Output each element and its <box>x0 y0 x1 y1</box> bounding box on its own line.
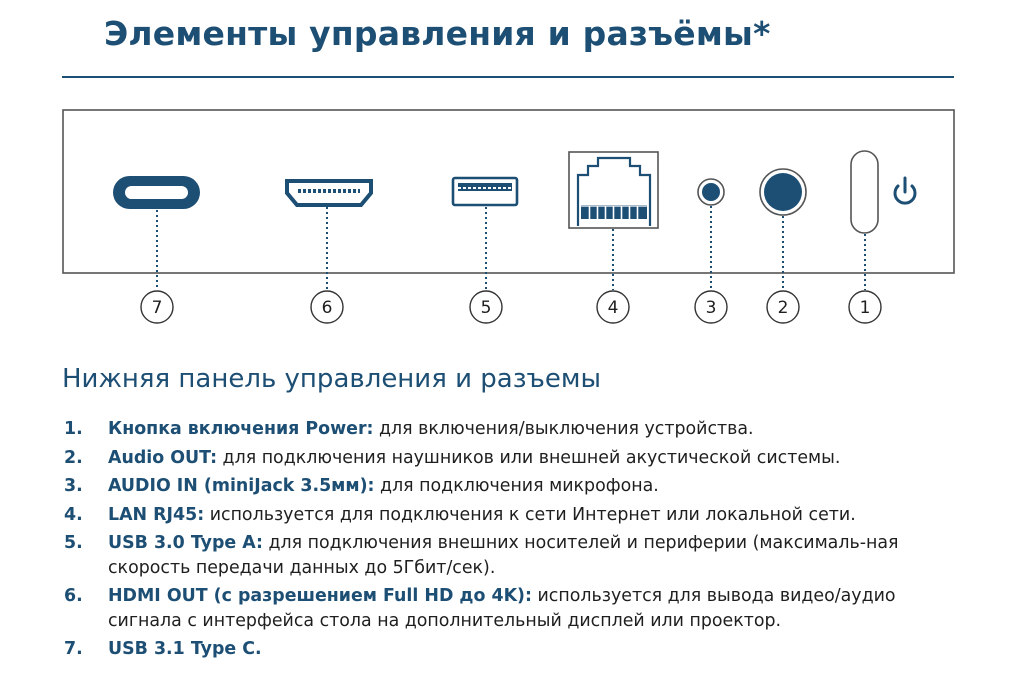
section-title: Нижняя панель управления и разъемы <box>62 364 602 394</box>
item-number: 7. <box>64 639 83 659</box>
item-number: 2. <box>64 447 83 468</box>
list-item <box>64 503 958 528</box>
callout-number-1: 1 <box>859 298 871 318</box>
item-number: 1. <box>64 419 83 439</box>
item-description: для подключения наушников или внешней акустической системы. <box>217 447 841 468</box>
item-name: USB 3.1 Type C. <box>108 639 262 659</box>
page-title: Элементы управления и разъёмы* <box>104 14 771 53</box>
item-name: LAN RJ45: <box>108 504 205 525</box>
hdmi-port-icon <box>287 181 371 205</box>
callout-number-4: 4 <box>607 298 619 318</box>
item-description: используется для вывода видео/аудио сигнала с интерфейса стола на дополнительный дисплей или проектор. <box>108 586 896 631</box>
callout-number-5: 5 <box>480 298 492 318</box>
power-symbol-icon <box>895 178 915 203</box>
callout-number-2: 2 <box>777 298 789 318</box>
item-name: Кнопка включения Power: <box>108 419 374 439</box>
list-item <box>64 637 958 662</box>
usb-a-port-icon <box>453 178 517 205</box>
item-number: 4. <box>64 504 83 525</box>
item-name: USB 3.0 Type A: <box>108 533 263 553</box>
list-item <box>64 474 958 499</box>
item-number: 5. <box>64 533 83 553</box>
callout-number-7: 7 <box>151 298 163 318</box>
item-description: используется для подключения к сети Интернет или локальной сети. <box>204 504 856 525</box>
usb-c-port-icon <box>113 176 200 209</box>
item-number: 6. <box>64 586 83 606</box>
item-number: 3. <box>64 476 83 496</box>
item-name: HDMI OUT (с разрешением Full HD до 4K): <box>108 586 532 606</box>
item-name: Audio OUT: <box>108 447 218 468</box>
callout-number-3: 3 <box>705 298 717 318</box>
list-item <box>64 584 958 633</box>
item-description: для подключения внешних носителей и периферии (максималь-ная скорость передачи данных до 5Гбит/сек). <box>108 533 899 578</box>
audio-in-jack-icon <box>698 179 724 205</box>
list-item <box>64 417 958 442</box>
description-list <box>64 417 958 666</box>
power-button-icon <box>851 151 878 233</box>
bottom-panel-diagram <box>0 0 1014 340</box>
item-description: для включения/выключения устройства. <box>373 419 754 439</box>
leader-lines <box>157 206 865 290</box>
rj45-port-icon <box>569 152 658 228</box>
callout-number-6: 6 <box>321 298 333 318</box>
item-description: для подключения микрофона. <box>374 476 659 496</box>
item-name: AUDIO IN (miniJack 3.5мм): <box>108 476 375 496</box>
list-item <box>64 531 958 580</box>
audio-out-jack-icon <box>760 169 806 215</box>
list-item <box>64 446 958 471</box>
